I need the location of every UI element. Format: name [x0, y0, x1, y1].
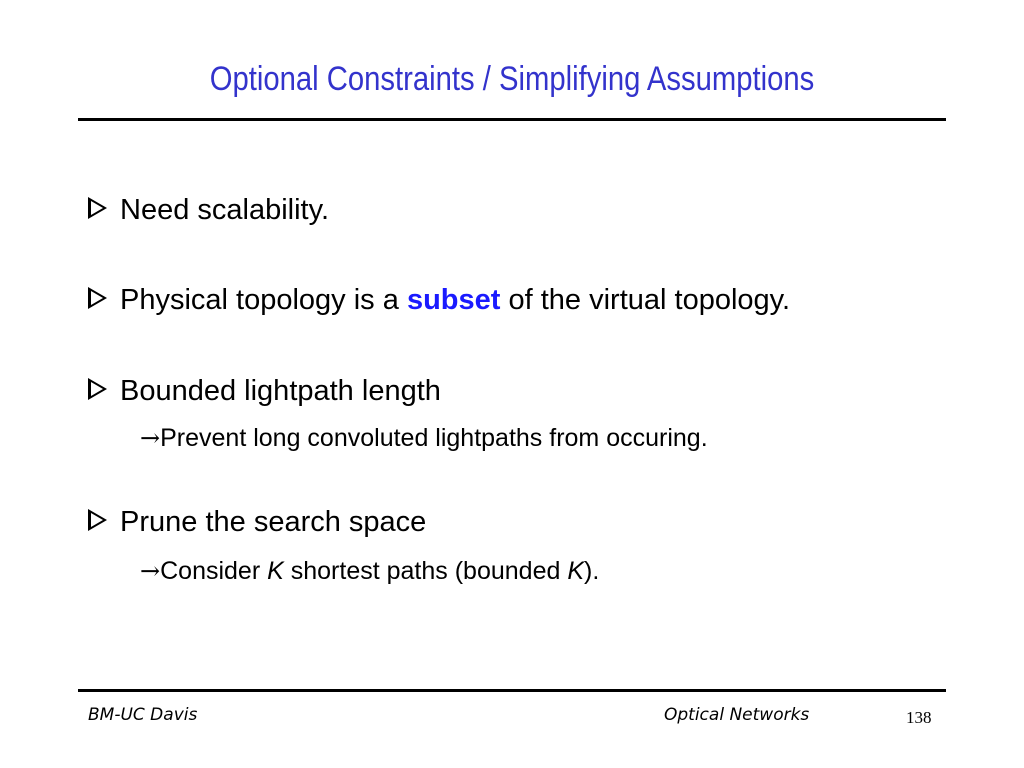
triangle-bullet-icon [88, 509, 107, 531]
page-number: 138 [906, 708, 932, 727]
triangle-bullet-icon [88, 378, 107, 400]
triangle-bullet-icon [88, 197, 107, 219]
bullet-text-post: of the virtual topology. [500, 284, 791, 316]
slide-title: Optional Constraints / Simplifying Assumptions [209, 60, 815, 98]
right-arrow-icon: → [140, 424, 161, 452]
right-arrow-icon: → [140, 557, 161, 585]
sub-bullet-lightpath [140, 424, 708, 453]
sub-bullet-kpaths [140, 557, 599, 586]
bullet-physical-topology [88, 284, 790, 317]
triangle-bullet-icon [88, 287, 107, 309]
footer-course: Optical Networks [664, 705, 810, 725]
highlight-subset: subset [406, 284, 501, 316]
bullet-text-pre: Physical topology is a [120, 284, 407, 316]
variable-k: K [267, 557, 284, 585]
sub-text-post: ). [584, 557, 600, 585]
variable-k: K [567, 557, 585, 585]
sub-text-mid: shortest paths (bounded [283, 557, 568, 585]
footer-author: BM-UC Davis [88, 705, 198, 725]
bullet-bounded-lightpath [88, 375, 441, 408]
sub-text-pre: Consider [160, 557, 268, 585]
bullet-text: Need scalability. [120, 194, 330, 226]
footer-divider [78, 689, 946, 692]
bullet-text: Bounded lightpath length [120, 375, 441, 407]
bullet-text: Prune the search space [120, 506, 427, 538]
bullet-prune-search [88, 506, 426, 539]
bullet-scalability [88, 194, 329, 227]
title-divider [78, 118, 946, 121]
sub-bullet-text: Prevent long convoluted lightpaths from occuring. [160, 424, 708, 452]
